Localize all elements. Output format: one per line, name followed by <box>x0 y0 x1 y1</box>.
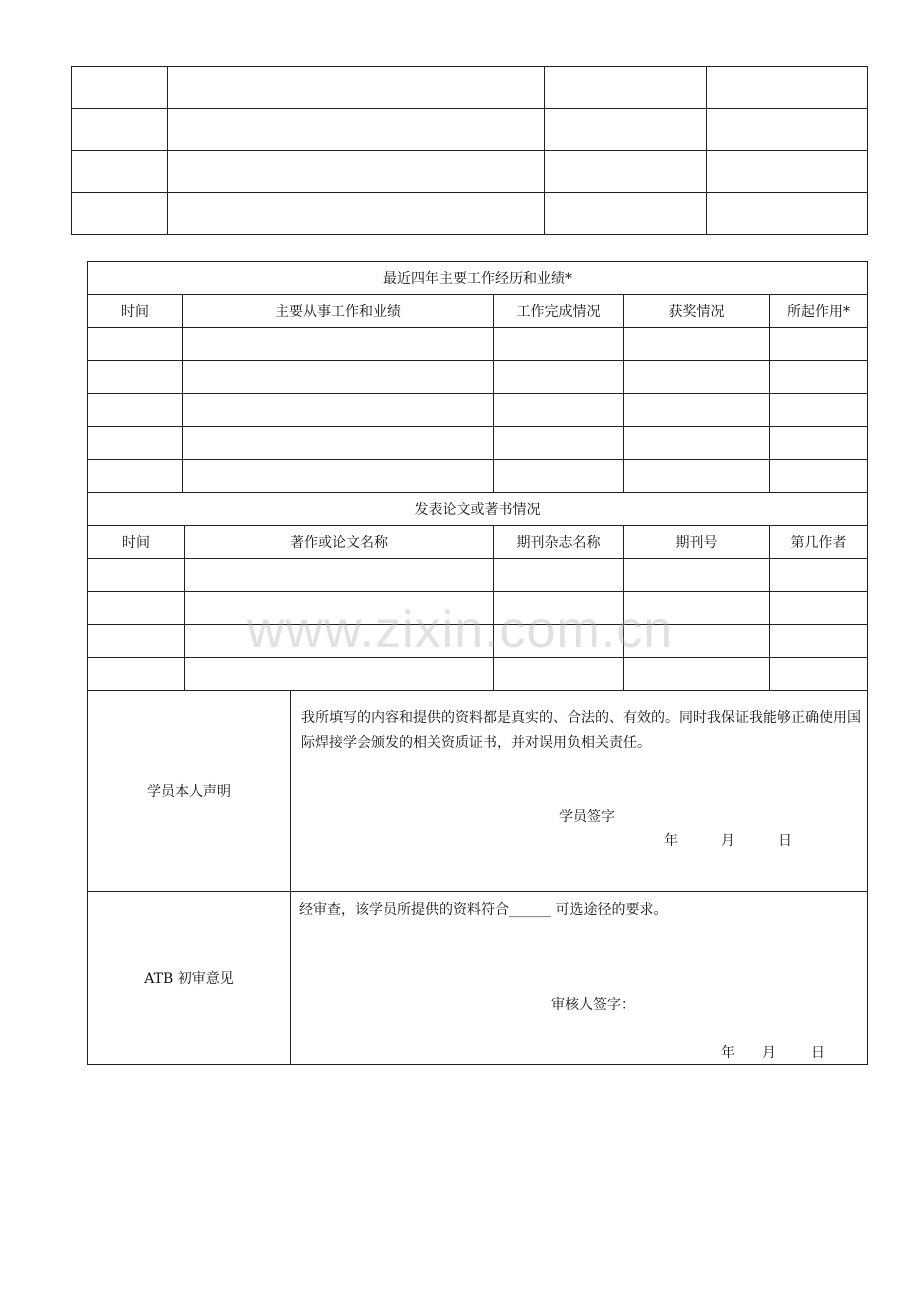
table-cell[interactable] <box>88 658 185 691</box>
review-text: 经审查，该学员所提供的资料符合______ 可选途径的要求。 <box>299 902 668 918</box>
table-cell[interactable] <box>494 427 624 460</box>
previous-section-table <box>71 66 868 235</box>
table-cell[interactable] <box>770 394 868 427</box>
table-cell[interactable] <box>183 361 494 394</box>
table-cell[interactable] <box>88 394 183 427</box>
work-header-row <box>88 295 868 328</box>
table-cell[interactable] <box>707 109 868 151</box>
table-row <box>72 109 868 151</box>
table-row <box>88 394 868 427</box>
table-cell[interactable] <box>545 151 707 193</box>
table-cell[interactable] <box>185 625 494 658</box>
declaration-text: 我所填写的内容和提供的资料都是真实的、合法的、有效的。同时我保证我能够正确使用国际焊接学会颁发的相关资质证书，并对误用负相关责任。 <box>301 710 861 751</box>
table-cell[interactable] <box>88 427 183 460</box>
work-header-time: 时间 <box>88 295 183 328</box>
table-cell[interactable] <box>545 67 707 109</box>
table-row <box>88 361 868 394</box>
table-cell[interactable] <box>185 592 494 625</box>
declaration-row <box>88 691 868 892</box>
review-row <box>88 892 868 1065</box>
table-cell[interactable] <box>72 67 168 109</box>
table-cell[interactable] <box>707 151 868 193</box>
table-row <box>88 592 868 625</box>
table-row <box>88 658 868 691</box>
table-cell[interactable] <box>494 394 624 427</box>
table-cell[interactable] <box>770 592 868 625</box>
table-cell[interactable] <box>183 394 494 427</box>
table-cell[interactable] <box>183 427 494 460</box>
declaration-year-label: 年 <box>664 833 678 849</box>
table-cell[interactable] <box>770 328 868 361</box>
table-row <box>88 328 868 361</box>
review-day-label: 日 <box>811 1045 825 1061</box>
table-cell[interactable] <box>624 361 770 394</box>
declaration-day-label: 日 <box>778 833 792 849</box>
table-cell[interactable] <box>624 460 770 493</box>
work-header-main-work: 主要从事工作和业绩 <box>183 295 494 328</box>
table-cell[interactable] <box>494 625 624 658</box>
table-cell[interactable] <box>185 559 494 592</box>
table-cell[interactable] <box>494 361 624 394</box>
table-row <box>88 427 868 460</box>
work-header-awards: 获奖情况 <box>624 295 770 328</box>
work-section-title: 最近四年主要工作经历和业绩* <box>88 262 868 295</box>
paper-header-author-order: 第几作者 <box>770 526 868 559</box>
paper-header-issue: 期刊号 <box>624 526 770 559</box>
table-cell[interactable] <box>624 658 770 691</box>
table-cell[interactable] <box>72 151 168 193</box>
table-row <box>72 67 868 109</box>
table-cell[interactable] <box>494 460 624 493</box>
table-cell[interactable] <box>770 559 868 592</box>
paper-header-time: 时间 <box>88 526 185 559</box>
table-cell[interactable] <box>168 151 545 193</box>
table-cell[interactable] <box>624 394 770 427</box>
table-cell[interactable] <box>770 361 868 394</box>
table-cell[interactable] <box>624 427 770 460</box>
table-cell[interactable] <box>707 193 868 235</box>
table-cell[interactable] <box>770 625 868 658</box>
work-header-role: 所起作用* <box>770 295 868 328</box>
table-cell[interactable] <box>72 109 168 151</box>
table-row <box>72 151 868 193</box>
work-header-completion: 工作完成情况 <box>494 295 624 328</box>
paper-header-journal: 期刊杂志名称 <box>494 526 624 559</box>
table-cell[interactable] <box>770 658 868 691</box>
table-cell[interactable] <box>624 592 770 625</box>
table-cell[interactable] <box>88 328 183 361</box>
table-cell[interactable] <box>88 559 185 592</box>
application-form-table <box>87 261 868 1065</box>
student-signature-label: 学员签字 <box>559 809 615 825</box>
review-year-label: 年 <box>721 1045 735 1061</box>
table-row <box>88 625 868 658</box>
reviewer-signature-label: 审核人签字： <box>551 997 635 1013</box>
table-cell[interactable] <box>88 361 183 394</box>
table-cell[interactable] <box>770 460 868 493</box>
table-cell[interactable] <box>545 109 707 151</box>
review-month-label: 月 <box>762 1045 776 1061</box>
table-cell[interactable] <box>168 193 545 235</box>
table-cell[interactable] <box>183 460 494 493</box>
table-cell[interactable] <box>494 658 624 691</box>
table-cell[interactable] <box>494 559 624 592</box>
table-cell[interactable] <box>88 460 183 493</box>
table-row <box>88 460 868 493</box>
watermark-text: www.zixin.com.cn <box>246 601 674 659</box>
table-cell[interactable] <box>88 592 185 625</box>
table-cell[interactable] <box>72 193 168 235</box>
declaration-label: 学员本人声明 <box>88 691 291 892</box>
paper-header-row <box>88 526 868 559</box>
table-cell[interactable] <box>185 658 494 691</box>
table-cell[interactable] <box>545 193 707 235</box>
table-row <box>88 559 868 592</box>
review-content <box>291 892 868 1065</box>
table-cell[interactable] <box>624 559 770 592</box>
table-cell[interactable] <box>88 625 185 658</box>
table-cell[interactable] <box>183 328 494 361</box>
table-row <box>72 193 868 235</box>
table-cell[interactable] <box>624 328 770 361</box>
table-cell[interactable] <box>770 427 868 460</box>
table-cell[interactable] <box>494 328 624 361</box>
table-cell[interactable] <box>707 67 868 109</box>
paper-header-title: 著作或论文名称 <box>185 526 494 559</box>
table-cell[interactable] <box>168 67 545 109</box>
table-cell[interactable] <box>168 109 545 151</box>
declaration-content <box>291 691 868 892</box>
table-cell[interactable] <box>624 625 770 658</box>
declaration-month-label: 月 <box>721 833 735 849</box>
table-cell[interactable] <box>494 592 624 625</box>
review-label: ATB 初审意见 <box>88 892 291 1065</box>
paper-section-title: 发表论文或著书情况 <box>88 493 868 526</box>
